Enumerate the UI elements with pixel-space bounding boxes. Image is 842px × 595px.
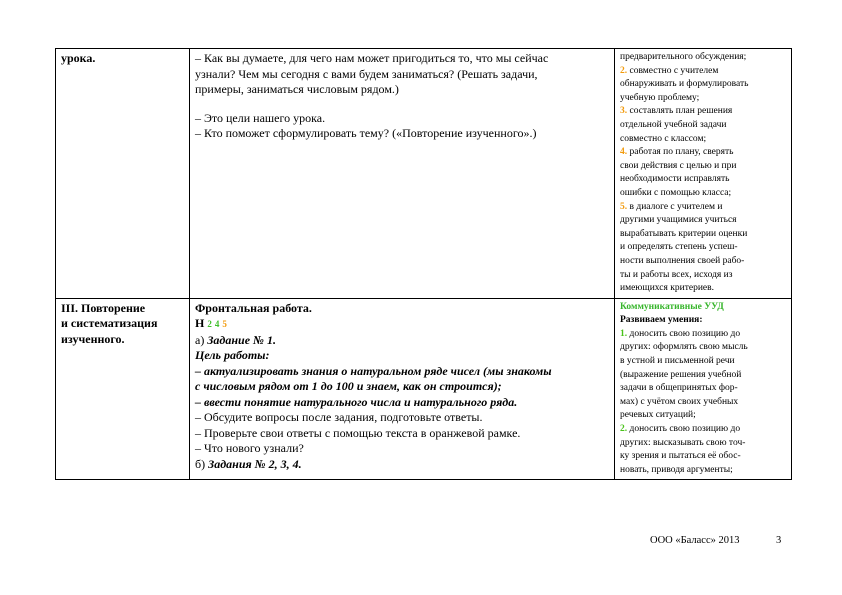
uud-number: 3. — [620, 106, 628, 117]
uud-line: в устной и письменной речи — [620, 356, 735, 367]
uud-item — [620, 423, 786, 437]
uud-line: новать, приводя аргументы; — [620, 464, 733, 475]
goal-line: – актуализировать знания о натуральном ряде чисел (мы знакомы — [195, 363, 552, 378]
table-row — [56, 49, 792, 299]
content-cell — [190, 298, 615, 480]
uud-line: ности выполнения своей рабо- — [620, 255, 745, 266]
step-line: – Что нового узнали? — [195, 441, 304, 456]
uud-line: и определять степень успеш- — [620, 242, 738, 253]
uud-text: работая по плану, сверять — [627, 147, 734, 158]
uud-line: (выражение решения учебной — [620, 369, 742, 380]
uud-line: отдельной учебной задачи — [620, 119, 727, 130]
goal-title: Цель работы: — [195, 348, 270, 363]
stage-cell — [56, 49, 190, 299]
h-number: 4 — [214, 319, 220, 330]
uud-line: речевых ситуаций; — [620, 410, 696, 421]
task-prefix: а) — [195, 332, 208, 347]
uud-line: обнаруживать и формулировать — [620, 79, 749, 90]
task-b-label: Задания № 2, 3, 4. — [208, 456, 302, 471]
uud-line: ошибки с помощью класса; — [620, 187, 732, 198]
uud-number: 4. — [620, 147, 628, 158]
section-title: Фронтальная работа. — [195, 300, 312, 315]
stage-label: и систематизация — [61, 316, 158, 331]
uud-cell — [615, 298, 792, 480]
uud-item — [620, 105, 786, 119]
task-b — [195, 457, 609, 473]
uud-text: составлять план решения — [627, 106, 733, 117]
uud-text: в диалоге с учителем и — [627, 201, 723, 212]
uud-number: 1. — [620, 328, 628, 339]
step-line: – Проверьте свои ответы с помощью текста в оранжевой рамке. — [195, 425, 521, 440]
uud-number: 2. — [620, 424, 628, 435]
step-line: – Обсудите вопросы после задания, подготовьте ответы. — [195, 410, 483, 425]
content-line: – Это цели нашего урока. — [195, 110, 326, 125]
uud-line: ку зрения и пытаться её обос- — [620, 451, 741, 462]
task-a — [195, 333, 609, 349]
uud-line: мах) с учётом своих учебных — [620, 396, 739, 407]
content-line: примеры, заниматься числовым рядом.) — [195, 82, 399, 96]
content-line: – Как вы думаете, для чего нам может пригодиться то, что мы сейчас — [195, 51, 549, 65]
uud-number: 5. — [620, 201, 628, 212]
h-line — [195, 316, 609, 333]
uud-item — [620, 65, 786, 79]
uud-line: учебную проблему; — [620, 92, 700, 103]
h-prefix: Н — [195, 316, 208, 331]
uud-item — [620, 328, 786, 342]
lesson-table — [55, 48, 792, 480]
uud-line: другими учащимися учиться — [620, 215, 737, 226]
h-number: 2 — [207, 319, 212, 330]
task-a-label: Задание № 1. — [207, 332, 277, 347]
uud-item — [620, 201, 786, 215]
uud-line: задачи в общепринятых фор- — [620, 383, 738, 394]
stage-label: урока. — [61, 51, 96, 65]
task-prefix: б) — [195, 456, 209, 471]
uud-line: необходимости исправлять — [620, 174, 730, 185]
uud-line: имеющихся критериев. — [620, 283, 714, 294]
table-row — [56, 298, 792, 480]
uud-line: совместно с классом; — [620, 133, 707, 144]
blank-line — [195, 98, 609, 111]
uud-item — [620, 146, 786, 160]
uud-text: доносить свою позицию до — [627, 424, 741, 435]
h-number: 5 — [222, 319, 227, 330]
goal-line: – ввести понятие натурального числа и натурального ряда. — [195, 394, 518, 409]
footer-company: ООО «Баласс» 2013 — [650, 535, 740, 546]
page-number: 3 — [776, 535, 782, 546]
content-line: – Кто поможет сформулировать тему? («Повторение изученного».) — [195, 126, 537, 140]
stage-label: III. Повторение — [61, 300, 146, 315]
uud-line: предварительного обсуждения; — [620, 52, 747, 62]
uud-line: ты и работы всех, исходя из — [620, 269, 733, 280]
uud-header: Коммуникативные УУД — [620, 301, 724, 312]
uud-line: вырабатывать критерии оценки — [620, 228, 748, 239]
content-line: узнали? Чем мы сегодня с вами будем заниматься? (Решать задачи, — [195, 66, 538, 81]
uud-line: свои действия с целью и при — [620, 160, 737, 171]
uud-develop: Развиваем умения: — [620, 315, 703, 326]
content-cell — [190, 49, 615, 299]
goal-line: с числовым рядом от 1 до 100 и знаем, как он строится); — [195, 379, 502, 394]
uud-text: доносить свою позицию до — [627, 328, 741, 339]
stage-cell — [56, 298, 190, 480]
stage-label: изученного. — [61, 331, 125, 346]
uud-line: других: высказывать свою точ- — [620, 437, 746, 448]
uud-cell — [615, 49, 792, 299]
uud-line: других: оформлять свою мысль — [620, 342, 748, 353]
uud-number: 2. — [620, 65, 628, 76]
uud-text: совместно с учителем — [627, 65, 719, 76]
